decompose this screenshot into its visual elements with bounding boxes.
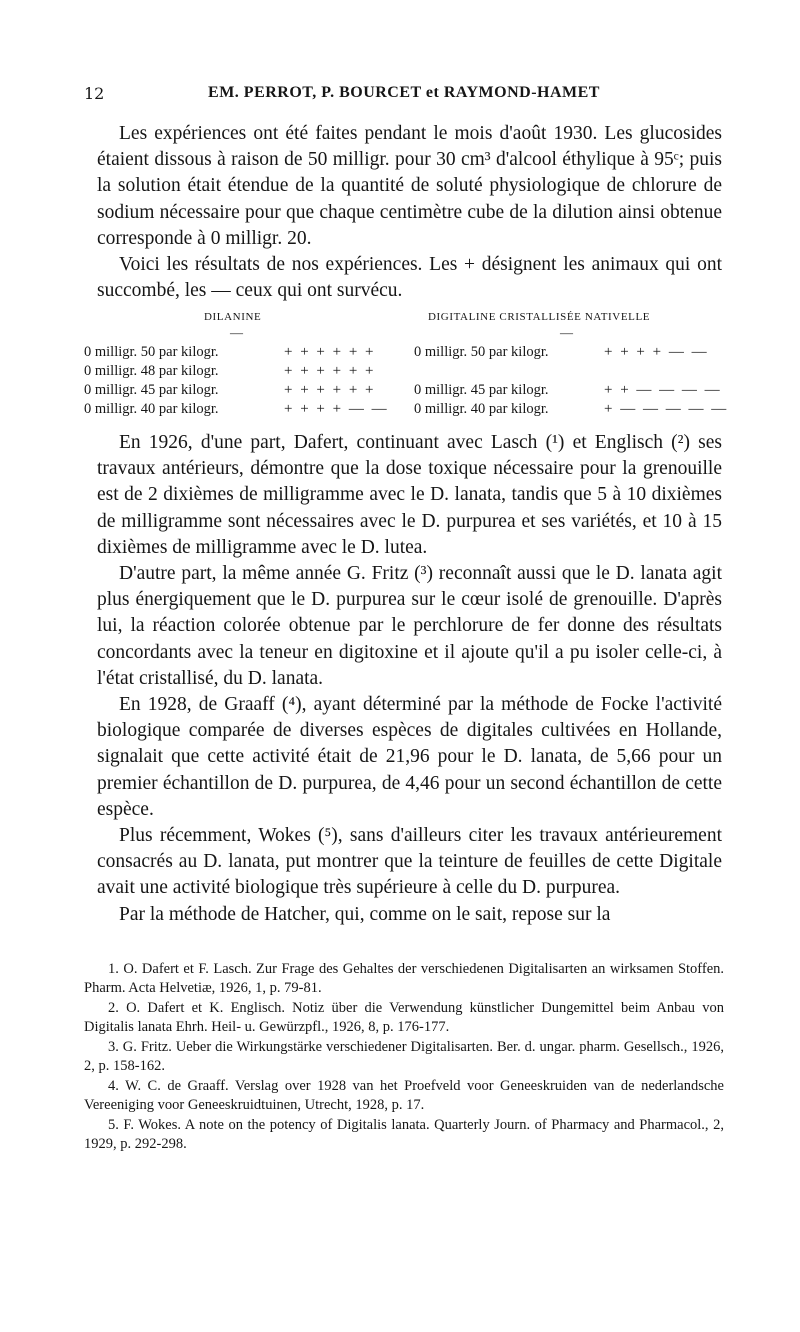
paragraph-hatcher: Par la méthode de Hatcher, qui, comme on le sait, repose sur la — [119, 903, 611, 925]
paragraph-dafert: En 1926, d'une part, Dafert, continuant avec Lasch (¹) et Englisch (²) ses travaux antérieurs, démontre que la dose toxique nécessaire pour la grenouille est de 2 dixièmes de milligramme avec le D. lanata, tandis que 5 à 10 dixièmes de milligramme sont nécessaires avec le D. purpurea et ses variétés, et 10 à 15 dixièmes de milligramme avec le D. lutea. — [97, 432, 722, 558]
paragraph-wokes: Plus récemment, Wokes (⁵), sans d'ailleurs citer les travaux antérieurement consacrés au D. lanata, put montrer que la teinture de feuilles de cette Digitale avait une activité biologique très supérieure à celle du D. purpurea. — [97, 825, 722, 899]
paragraph-results-intro: Voici les résultats de nos expériences. Les + désignent les animaux qui ont succombé, les — ceux qui ont survécu. — [97, 254, 722, 302]
table-row — [84, 382, 724, 402]
dose-cell: 0 milligr. 50 par kilogr. — [84, 344, 219, 360]
dose-cell: 0 milligr. 45 par kilogr. — [414, 382, 549, 398]
table-row — [84, 363, 724, 383]
intro-block — [97, 121, 722, 304]
footnotes — [84, 960, 724, 1155]
dose-cell: 0 milligr. 40 par kilogr. — [84, 401, 219, 417]
result-cell: + + + + + + — [284, 382, 376, 398]
footnote-4: 4. W. C. de Graaff. Verslag over 1928 van het Proefveld voor Geneeskruiden van de nederlandsche Vereeniging voor Geneeskruidtuinen, Utrecht, 1928, p. 17. — [84, 1077, 724, 1113]
dose-cell: 0 milligr. 48 par kilogr. — [84, 363, 219, 379]
result-cell: + — — — — — — [604, 401, 729, 417]
page-number: 12 — [84, 84, 105, 103]
dose-cell: 0 milligr. 50 par kilogr. — [414, 344, 549, 360]
result-cell: + + + + + + — [284, 344, 376, 360]
footnote-5: 5. F. Wokes. A note on the potency of Digitalis lanata. Quarterly Journ. of Pharmacy and Pharmacol., 2, 1929, p. 292-298. — [84, 1116, 724, 1152]
result-cell: + + — — — — — [604, 382, 722, 398]
footnote-3: 3. G. Fritz. Ueber die Wirkungstärke verschiedener Digitalisarten. Ber. d. ungar. pharm. Gesellsch., 1926, 2, p. 158-162. — [84, 1038, 724, 1075]
page-header — [84, 84, 724, 108]
paragraph-de-graaff: En 1928, de Graaff (⁴), ayant déterminé par la méthode de Focke l'activité biologique comparée de diverses espèces de digitales cultivées en Hollande, signalait que cette activité était de 21,96 pour le D. lanata, de 5,66 pour un premier échantillon de D. purpurea, de 4,46 pour un second échantillon de cette espèce. — [97, 694, 722, 820]
paragraph-fritz: D'autre part, la même année G. Fritz (³) reconnaît aussi que le D. lanata agit plus énergiquement que le D. purpurea sur le cœur isolé de grenouille. D'après lui, la réaction colorée obtenue par le perchlorure de fer donne des résultats concordants avec la teneur en digitoxine et il ajoute qu'il a pu isoler celle-ci, à l'état cristallisé, du D. lanata. — [97, 563, 722, 689]
dilanine-rule: — — [230, 325, 243, 340]
result-cell: + + + + — — — [284, 401, 389, 417]
digitaline-header: DIGITALINE CRISTALLISÉE NATIVELLE — [428, 311, 651, 323]
result-cell: + + + + — — — [604, 344, 709, 360]
digitaline-rule: — — [560, 325, 573, 340]
table-row — [84, 344, 724, 364]
footnote-1: 1. O. Dafert et F. Lasch. Zur Frage des Gehaltes der verschiedenen Digitalisarten an wirksamen Stoffen. Pharm. Acta Helvetiæ, 1926, 1, p. 79-81. — [84, 961, 724, 997]
dose-cell: 0 milligr. 45 par kilogr. — [84, 382, 219, 398]
table-row — [84, 401, 729, 421]
result-cell: + + + + + + — [284, 363, 376, 379]
footnote-2: 2. O. Dafert et K. Englisch. Notiz über die Verwendung künstlicher Dungemittel beim Anbau von Digitalis lanata Ehrh. Heil- u. Gewürzpfl., 1926, 8, p. 176-177. — [84, 999, 724, 1036]
running-title: EM. PERROT, P. BOURCET et RAYMOND-HAMET — [208, 84, 600, 101]
dilanine-header: DILANINE — [204, 311, 262, 323]
dose-cell: 0 milligr. 40 par kilogr. — [414, 401, 549, 417]
main-text — [97, 430, 722, 928]
paragraph-method: Les expériences ont été faites pendant le mois d'août 1930. Les glucosides étaient dissous à raison de 50 milligr. pour 30 cm³ d'alcool éthylique à 95ᶜ; puis la solution était étendue de la quantité de soluté physiologique de chlorure de sodium nécessaire pour que chaque centimètre cube de la dilution ainsi obtenue corresponde à 0 milligr. 20. — [97, 123, 722, 249]
